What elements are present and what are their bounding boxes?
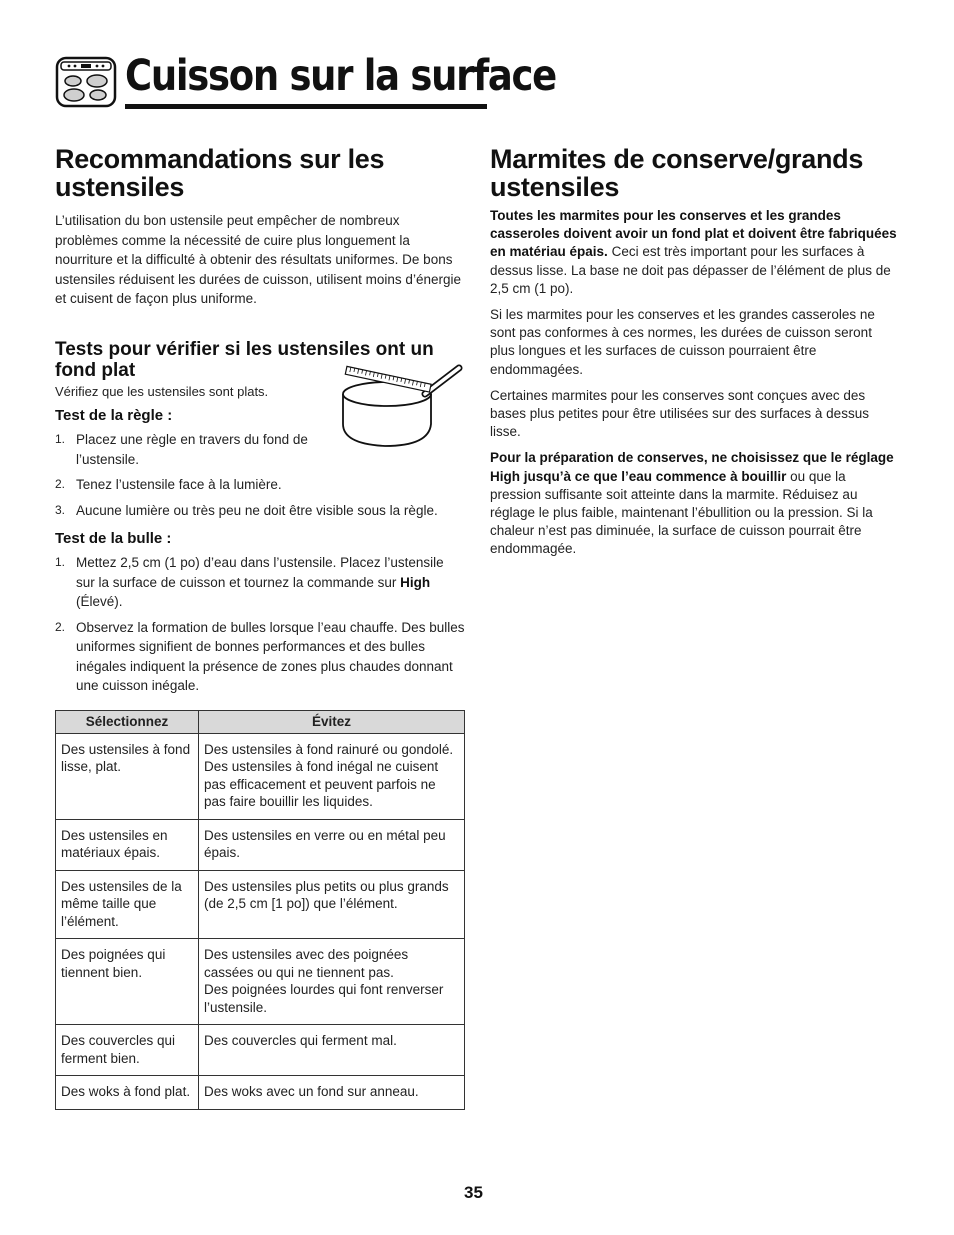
table-row: [56, 939, 465, 1025]
list-item: 1. Placez une règle en travers du fond de l’ustensile.: [55, 432, 308, 467]
canning-paragraph-3: Certaines marmites pour les conserves sont conçues avec des bases plus petites pour être utilisées sur des surfaces à dessus lisse.: [490, 387, 869, 440]
select-cell: Des ustensiles à fond lisse, plat.: [56, 733, 199, 819]
table-row: [56, 1076, 465, 1110]
table-row: [56, 819, 465, 870]
cookware-comparison-table: [55, 710, 465, 1110]
intro-paragraph: L’utilisation du bon ustensile peut empêcher de nombreux problèmes comme la nécessité de cuire plus longuement la nourriture et la difficulté à obtenir des résultats uniformes. De bons ustensiles réduisent les durées de cuisson, utilisent moins d’énergie et cuisent de façon plus uniforme.: [55, 213, 461, 306]
section-heading-marmites: Marmites de conserve/grands ustensiles: [490, 144, 864, 202]
avoid-cell: Des ustensiles à fond rainuré ou gondolé. Des ustensiles à fond inégal ne cuisent pas efficacement et peuvent parfois ne pas faire bouillir les liquides.: [199, 733, 465, 819]
canning-paragraph-1: Toutes les marmites pour les conserves et les grandes casseroles doivent avoir un fond plat et doivent être fabriquées en matériau épais. Ceci est très important pour les surfaces à dessus lisse. La base ne doit pas dépasser de l’élément de plus de 2,5 cm (1 po).: [490, 208, 897, 296]
table-header-row: [56, 710, 465, 733]
bubble-test-steps: [55, 553, 465, 696]
table-row: [56, 870, 465, 939]
column-header-select: Sélectionnez: [56, 710, 199, 733]
select-cell: Des ustensiles de la même taille que l’élément.: [56, 870, 199, 939]
select-cell: Des woks à fond plat.: [56, 1076, 199, 1110]
table-row: [56, 1025, 465, 1076]
select-cell: Des couvercles qui ferment bien.: [56, 1025, 199, 1076]
left-column: [55, 145, 465, 1110]
list-item: 3. Aucune lumière ou très peu ne doit être visible sous la règle.: [55, 502, 438, 518]
page-title: Cuisson sur la surface: [125, 51, 556, 101]
select-cell: Des ustensiles en matériaux épais.: [56, 819, 199, 870]
table-row: [56, 733, 465, 819]
avoid-cell: Des woks avec un fond sur anneau.: [199, 1076, 465, 1110]
cooktop-icon: [55, 56, 117, 108]
tests-heading: Tests pour vérifier si les ustensiles ont un fond plat: [55, 338, 434, 381]
avoid-cell: Des couvercles qui ferment mal.: [199, 1025, 465, 1076]
canning-paragraph-4: Pour la préparation de conserves, ne choisissez que le réglage High jusqu’à ce que l’eau commence à bouillir ou que la pression suffisante soit atteinte dans la marmite. Réduisez au réglage le plus faible, maintenant l’ébullition ou la pression. Si la chaleur n’est pas diminuée, la surface de cuisson pourrait être endommagée.: [490, 450, 894, 557]
pot-with-ruler-illustration: [337, 360, 467, 450]
list-item: 2. Tenez l’ustensile face à la lumière.: [55, 477, 282, 492]
list-item: 1. Mettez 2,5 cm (1 po) d’eau dans l’ustensile. Placez l’ustensile sur la surface de cuisson et tournez la commande sur High (Élevé).: [55, 555, 444, 609]
tests-intro: Vérifiez que les ustensiles sont plats.: [55, 383, 269, 399]
bubble-test-heading: Test de la bulle :: [55, 530, 172, 547]
page-header: [55, 50, 556, 112]
avoid-cell: Des ustensiles en verre ou en métal peu épais.: [199, 819, 465, 870]
select-cell: Des poignées qui tiennent bien.: [56, 939, 199, 1025]
list-item: 2. Observez la formation de bulles lorsque l’eau chauffe. Des bulles uniformes signifient de bonnes performances et des bulles inégales indiquent la présence de zones plus chaudes donnant une cuisson inégale.: [55, 619, 465, 693]
canning-paragraph-2: Si les marmites pour les conserves et les grandes casseroles ne sont pas conformes à ces normes, les durées de cuisson seront plus longues et les surfaces de cuisson pourraient être endommagées.: [490, 307, 875, 377]
title-underline: [125, 104, 487, 109]
right-column: [490, 145, 900, 559]
ruler-test-heading: Test de la règle :: [55, 407, 173, 424]
avoid-cell: Des ustensiles avec des poignées cassées ou qui ne tiennent pas. Des poignées lourdes qui font renverser l’ustensile.: [199, 939, 465, 1025]
section-heading-recommandations: Recommandations sur les ustensiles: [55, 144, 385, 202]
page-number: 35: [464, 1183, 483, 1202]
column-header-avoid: Évitez: [199, 710, 465, 733]
avoid-cell: Des ustensiles plus petits ou plus grands (de 2,5 cm [1 po]) que l’élément.: [199, 870, 465, 939]
